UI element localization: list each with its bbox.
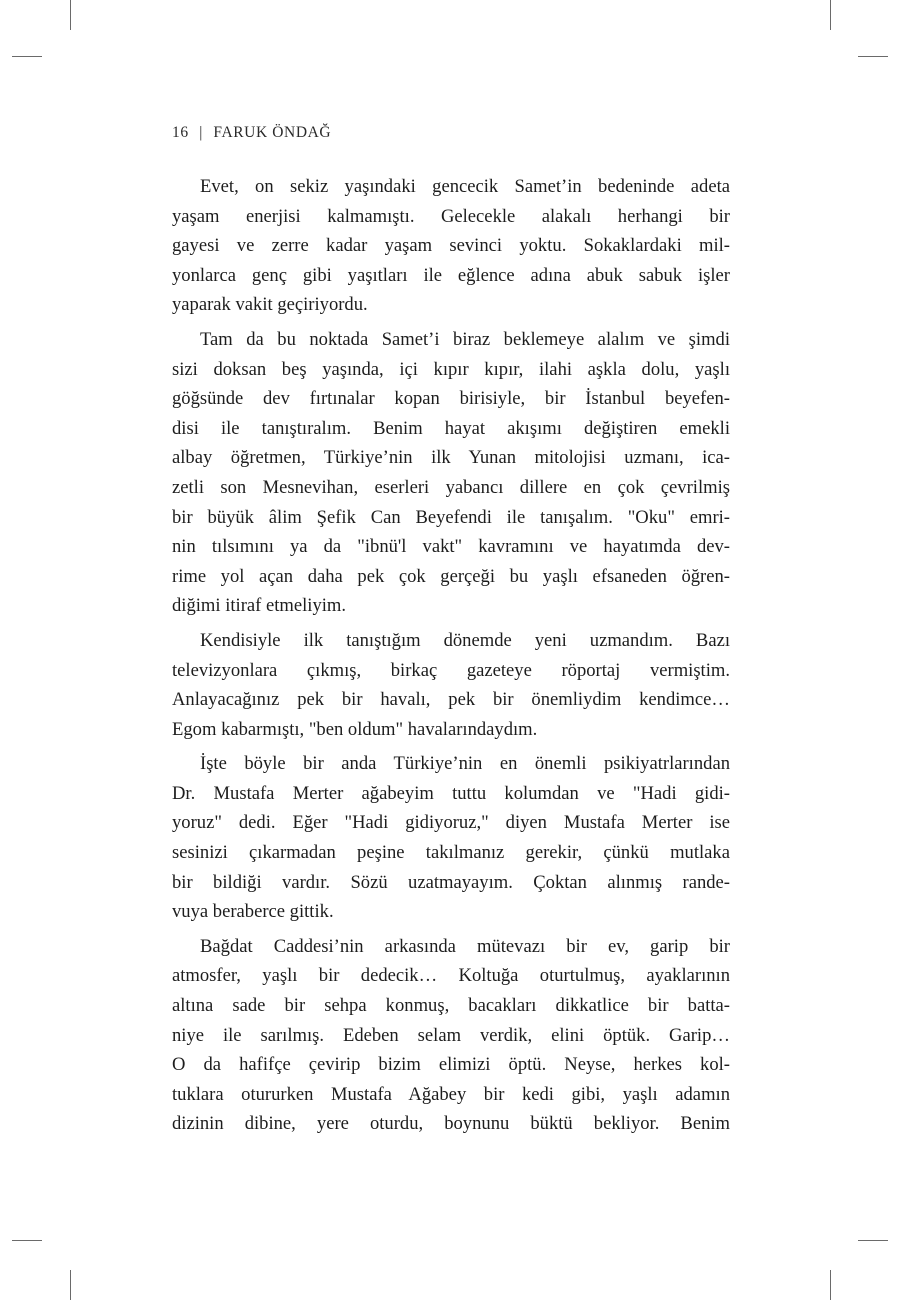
text-line: gayesi ve zerre kadar yaşam sevinci yoktu. Sokaklardaki mil- [172,235,730,257]
text-line: tuklara otururken Mustafa Ağabey bir kedi gibi, yaşlı adamın [172,1083,730,1105]
text-line: disi ile tanıştıralım. Benim hayat akışımı değiştiren emekli [172,417,730,439]
text-line: Kendisiyle ilk tanıştığım dönemde yeni uzmandım. Bazı [200,629,730,651]
text-line: bir büyük âlim Şefik Can Beyefendi ile tanışalım. "Oku" emri- [172,506,730,528]
text-line: Anlayacağınız pek bir havalı, pek bir önemliydim kendimce… [172,689,730,711]
crop-mark [12,56,42,57]
paragraph [172,932,730,1139]
text-line: niye ile sarılmış. Edeben selam verdik, elini öptük. Garip… [172,1024,730,1046]
crop-mark [70,1270,71,1300]
paragraph [172,626,730,744]
text-line: sesinizi çıkarmadan peşine takılmanız gerekir, çünkü mutlaka [172,842,730,864]
text-line: albay öğretmen, Türkiye’nin ilk Yunan mitolojisi uzmanı, ica- [172,447,730,469]
text-line: diğimi itiraf etmeliyim. [172,595,347,617]
text-line: yoruz" dedi. Eğer "Hadi gidiyoruz," diyen Mustafa Merter ise [172,812,730,834]
crop-mark [830,1270,831,1300]
text-line: O da hafifçe çevirip bizim elimizi öptü. Neyse, herkes kol- [172,1054,730,1076]
running-head [172,124,331,142]
crop-mark [858,56,888,57]
text-line: Evet, on sekiz yaşındaki gencecik Samet’in bedeninde adeta [200,176,730,197]
text-line: nin tılsımını ya da "ibnü'l vakt" kavramını ve hayatımda dev- [172,536,730,558]
text-line: vuya beraberce gittik. [172,901,334,923]
text-line: yonlarca genç gibi yaşıtları ile eğlence adına abuk sabuk işler [172,264,730,286]
text-line: bir bildiği vardır. Sözü uzatmayayım. Çoktan alınmış rande- [172,871,730,893]
text-line: sizi doksan beş yaşında, içi kıpır kıpır, ilahi aşkla dolu, yaşlı [172,358,730,380]
crop-mark [70,0,71,30]
crop-mark [12,1240,42,1241]
text-line: dizinin dibine, yere oturdu, boynunu büktü bekliyor. Benim [172,1113,730,1135]
crop-mark [858,1240,888,1241]
paragraph [172,749,730,927]
author-name: FARUK ÖNDAĞ [213,124,332,141]
text-line: atmosfer, yaşlı bir dedecik… Koltuğa oturtulmuş, ayaklarının [172,965,730,987]
page-number: 16 [172,124,189,141]
text-line: göğsünde dev fırtınalar kopan birisiyle, bir İstanbul beyefen- [172,388,730,410]
text-line: Bağdat Caddesi’nin arkasında mütevazı bir ev, garip bir [200,935,730,957]
text-line: zetli son Mesnevihan, eserleri yabancı dillere en çok çevrilmiş [172,476,730,498]
body-text [172,172,730,1139]
text-line: Dr. Mustafa Merter ağabeyim tuttu kolumdan ve "Hadi gidi- [172,782,730,804]
running-head-separator: | [199,124,203,141]
text-line: İşte böyle bir anda Türkiye’nin en önemli psikiyatrlarından [200,753,730,775]
crop-mark [830,0,831,30]
text-line: yaşam enerjisi kalmamıştı. Gelecekle alakalı herhangi bir [172,205,730,227]
text-line: Tam da bu noktada Samet’i biraz beklemeye alalım ve şimdi [200,328,730,350]
text-line: Egom kabarmıştı, "ben oldum" havalarındaydım. [172,718,538,740]
text-line: televizyonlara çıkmış, birkaç gazeteye röportaj vermiştim. [172,659,730,681]
paragraph [172,172,730,320]
text-line: yaparak vakit geçiriyordu. [172,294,368,316]
paragraph [172,325,730,621]
text-line: altına sade bir sehpa konmuş, bacakları dikkatlice bir batta- [172,995,730,1017]
text-line: rime yol açan daha pek çok gerçeği bu yaşlı efsaneden öğren- [172,565,730,587]
